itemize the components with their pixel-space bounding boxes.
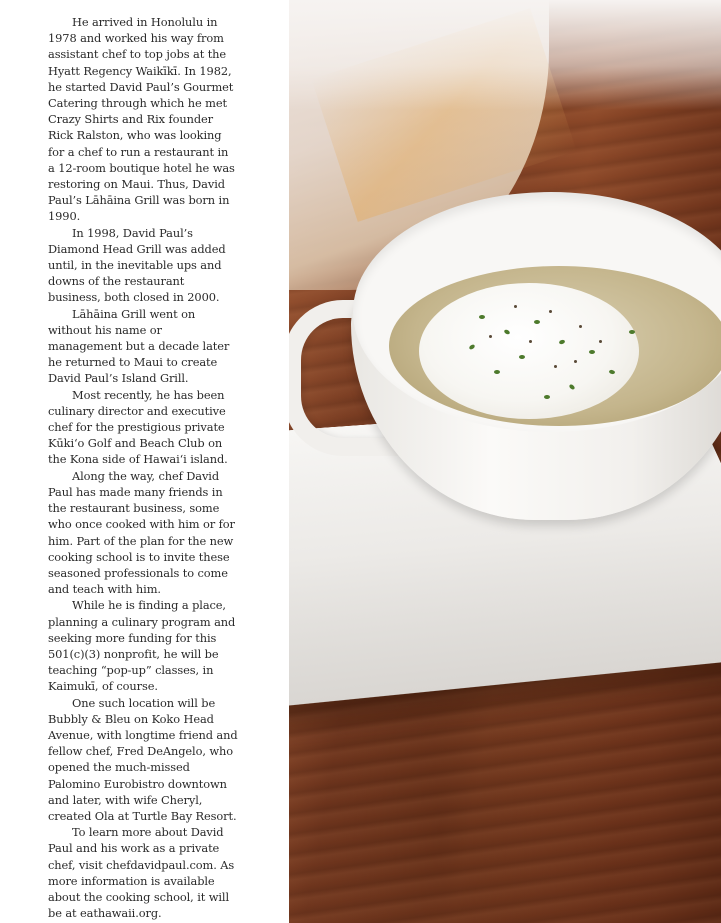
background-blur [289,0,721,110]
paragraph: To learn more about David Paul and his work as a private chef, visit chefdavidpaul.com. As more information is available about the cooking school, it will be at eathawaii.org. [48,825,235,921]
soup-cup-photo [289,0,721,923]
paragraph: While he is finding a place, planning a culinary program and seeking more funding for this 501(c)(3) nonprofit, he will be teaching “pop-up” classes, in Kaimukī, of course. [48,598,236,694]
foam-topping [419,283,639,419]
paragraph: Along the way, chef David Paul has made many friends in the restaurant business, some who once cooked with him or for him. Part of the plan for the new cooking school is to invite these seasoned professionals to come and teach with him. [48,468,235,597]
paragraph: In 1998, David Paul’s Diamond Head Grill was added until, in the inevitable ups and downs of the restaurant business, both closed in 2000. [48,225,226,305]
paragraph: Lāhāina Grill went on without his name or management but a decade later he returned to Maui to create David Paul’s Island Grill. [48,306,230,386]
paragraph: Most recently, he has been culinary director and executive chef for the prestigious private Kūki‘o Golf and Beach Club on the Kona side of Hawai‘i island. [48,387,228,467]
paragraph: One such location will be Bubbly & Bleu on Koko Head Avenue, with longtime friend and fellow chef, Fred DeAngelo, who opened the much-missed Palomino Eurobistro downtown and later, with wife Cheryl, created Ola at Turtle Bay Resort. [48,695,238,823]
paragraph: He arrived in Honolulu in 1978 and worked his way from assistant chef to top jobs at the Hyatt Regency Waikīkī. In 1982, he started David Paul’s Gourmet Catering through which he met Crazy Shirts and Rix founder Rick Ralston, who was looking for a chef to run a restaurant in a 12-room boutique hotel he was restoring on Maui. Thus, David Paul’s Lāhāina Grill was born in 1990. [48,15,235,224]
article-body [48,14,238,921]
